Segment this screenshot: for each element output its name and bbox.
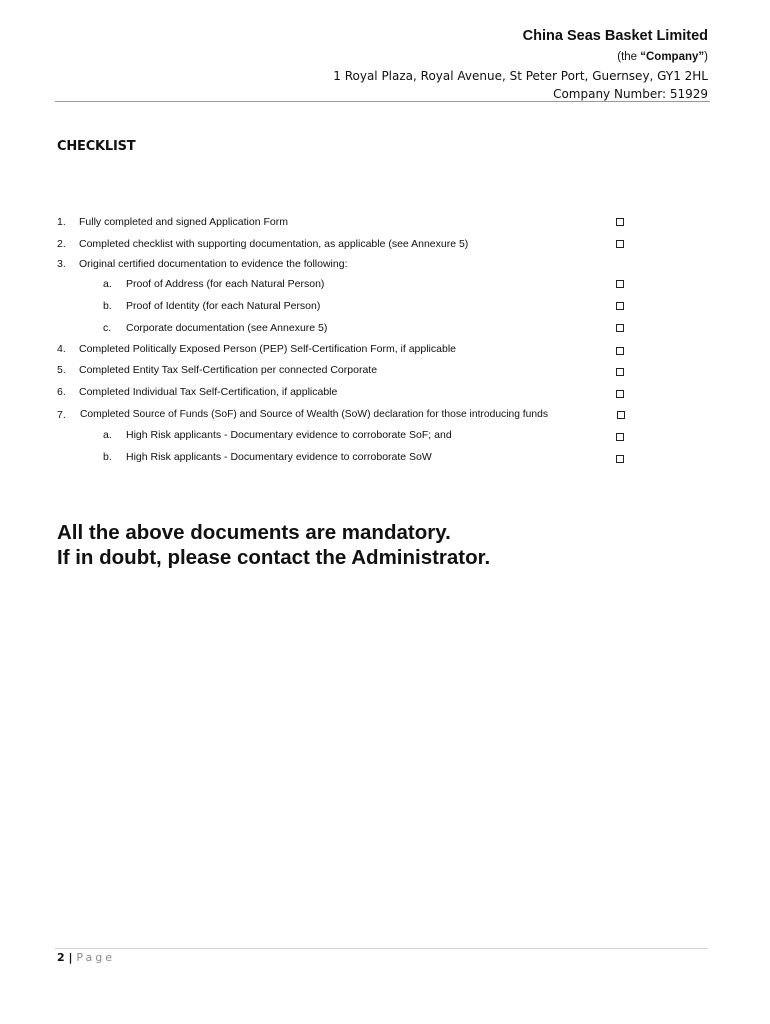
page-label: Page xyxy=(76,951,115,964)
footer-divider xyxy=(55,948,708,949)
subitem-letter: a. xyxy=(103,429,112,441)
checkbox[interactable] xyxy=(616,324,624,332)
mandatory-line-2: If in doubt, please contact the Administrator. xyxy=(57,546,491,569)
item-number: 7. xyxy=(57,409,66,421)
subitem-letter: b. xyxy=(103,300,112,312)
subitem-letter: a. xyxy=(103,278,112,290)
mandatory-line-1: All the above documents are mandatory. xyxy=(57,521,451,544)
item-number: 1. xyxy=(57,216,66,228)
company-label: “Company” xyxy=(640,51,705,63)
checklist-item xyxy=(0,407,770,423)
item-text: Completed Source of Funds (SoF) and Source of Wealth (SoW) declaration for those introducing funds xyxy=(80,409,548,420)
checkbox[interactable] xyxy=(616,390,624,398)
company-name: China Seas Basket Limited xyxy=(522,28,708,44)
item-text: Original certified documentation to evidence the following: xyxy=(79,258,348,270)
checkbox[interactable] xyxy=(617,411,625,419)
company-defined-term xyxy=(333,47,708,67)
subitem-text: Proof of Identity (for each Natural Person) xyxy=(126,300,321,312)
checklist-item xyxy=(0,384,770,400)
page-footer xyxy=(57,951,115,964)
the-suffix: ) xyxy=(704,51,708,63)
checkbox[interactable] xyxy=(616,218,624,226)
item-text: Completed checklist with supporting documentation, as applicable (see Annexure 5) xyxy=(79,238,469,250)
the-prefix: (the xyxy=(617,51,641,63)
checkbox[interactable] xyxy=(616,240,624,248)
checklist-item xyxy=(0,236,770,252)
subitem-letter: c. xyxy=(103,322,112,334)
checklist-item xyxy=(0,362,770,378)
checkbox[interactable] xyxy=(616,455,624,463)
item-number: 2. xyxy=(57,238,66,250)
subitem-text: Proof of Address (for each Natural Person) xyxy=(126,278,325,290)
checkbox[interactable] xyxy=(616,368,624,376)
company-address: 1 Royal Plaza, Royal Avenue, St Peter Port, Guernsey, GY1 2HL xyxy=(333,69,708,83)
checklist-item xyxy=(0,214,770,230)
item-text: Completed Individual Tax Self-Certification, if applicable xyxy=(79,386,338,398)
mandatory-notice xyxy=(57,520,490,570)
item-number: 4. xyxy=(57,343,66,355)
subitem-text: Corporate documentation (see Annexure 5) xyxy=(126,322,328,334)
item-text: Completed Politically Exposed Person (PEP) Self-Certification Form, if applicable xyxy=(79,343,456,355)
item-text: Completed Entity Tax Self-Certification per connected Corporate xyxy=(79,364,378,376)
item-number: 5. xyxy=(57,364,66,376)
checklist-item xyxy=(0,341,770,357)
checklist-title: CHECKLIST xyxy=(57,139,136,154)
checklist-subitem xyxy=(0,298,770,314)
subitem-text: High Risk applicants - Documentary evidence to corroborate SoW xyxy=(126,451,432,463)
subitem-text: High Risk applicants - Documentary evidence to corroborate SoF; and xyxy=(126,429,452,441)
item-text: Fully completed and signed Application Form xyxy=(79,216,288,228)
header-divider xyxy=(55,101,710,102)
checkbox[interactable] xyxy=(616,347,624,355)
checkbox[interactable] xyxy=(616,302,624,310)
checklist-subitem xyxy=(0,320,770,336)
page-separator: | xyxy=(64,951,77,964)
item-number: 3. xyxy=(57,258,66,270)
document-header xyxy=(333,26,708,103)
checklist-subitem xyxy=(0,276,770,292)
checkbox[interactable] xyxy=(616,280,624,288)
checklist-subitem xyxy=(0,449,770,465)
company-number: Company Number: 51929 xyxy=(553,87,708,101)
subitem-letter: b. xyxy=(103,451,112,463)
checkbox[interactable] xyxy=(616,433,624,441)
checklist-item xyxy=(0,256,770,272)
item-number: 6. xyxy=(57,386,66,398)
page-number: 2 xyxy=(57,951,65,964)
checklist-subitem xyxy=(0,427,770,443)
